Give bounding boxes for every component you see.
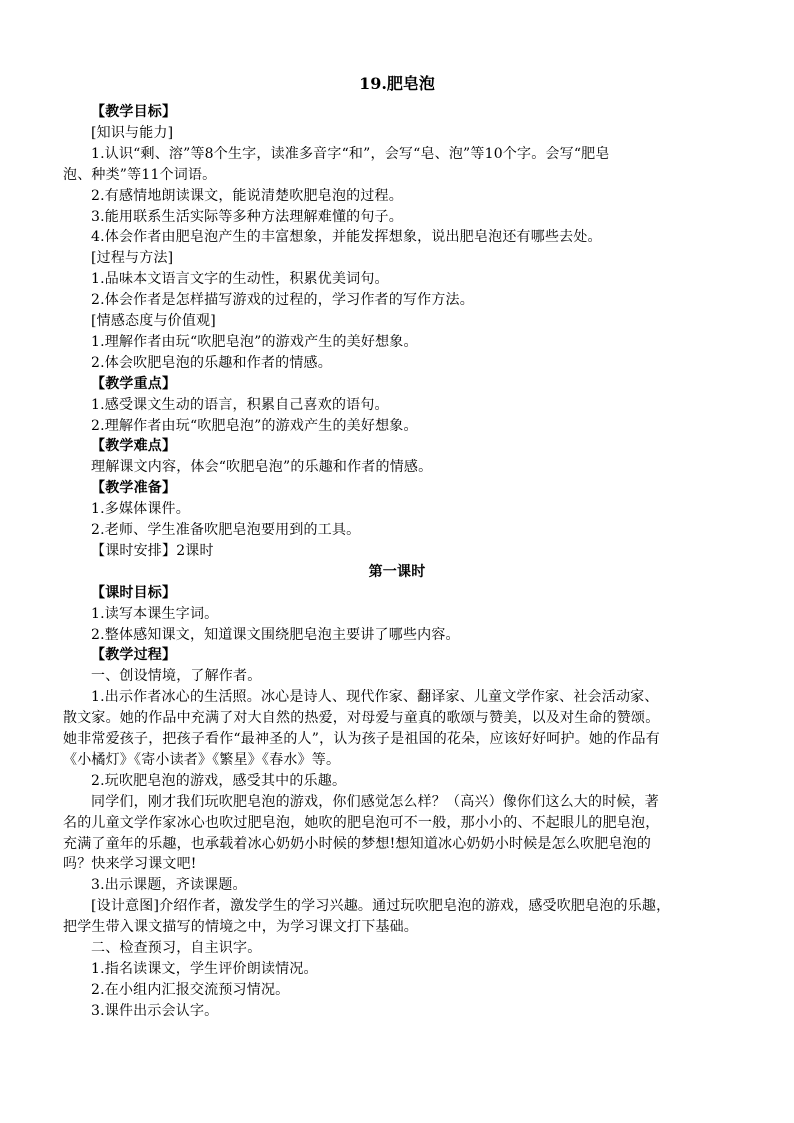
text-line: 3.出示课题，齐读课题。 xyxy=(91,877,247,894)
text-line: 1.多媒体课件。 xyxy=(91,501,190,518)
text-line: 1.品味本文语言文字的生动性，积累优美词句。 xyxy=(91,271,389,288)
text-line: 散文家。她的作品中充满了对大自然的热爱，对母爱与童真的歌颂与赞美，以及对生命的赞颂。 xyxy=(63,710,660,727)
text-line: 2.体会作者是怎样描写游戏的过程的，学习作者的写作方法。 xyxy=(91,292,474,309)
text-line: 【课时安排】2课时 xyxy=(91,542,214,559)
text-line: 把学生带入课文描写的情境之中，为学习课文打下基础。 xyxy=(63,919,418,936)
text-line: 2.体会吹肥皂泡的乐趣和作者的情感。 xyxy=(91,354,332,371)
text-line: [知识与能力] xyxy=(91,124,174,141)
text-line: 2.理解作者由玩“吹肥皂泡”的游戏产生的美好想象。 xyxy=(91,417,418,434)
section-label: 【教学难点】 xyxy=(91,438,177,455)
text-line: 2.玩吹肥皂泡的游戏，感受其中的乐趣。 xyxy=(91,772,347,789)
text-line: 吗？快来学习课文吧! xyxy=(63,856,197,873)
text-line: 2.有感情地朗读课文，能说清楚吹肥皂泡的过程。 xyxy=(91,187,403,204)
section-label: 【教学准备】 xyxy=(91,480,177,497)
text-line: 理解课文内容，体会“吹肥皂泡”的乐趣和作者的情感。 xyxy=(91,459,433,476)
text-line: 泡、种类”等11个词语。 xyxy=(63,166,217,183)
text-line: 二、检查预习，自主识字。 xyxy=(91,940,262,956)
text-line: [情感态度与价值观] xyxy=(91,313,216,329)
text-line: 2.整体感知课文，知道课文围绕肥皂泡主要讲了哪些内容。 xyxy=(91,626,460,643)
text-line: 3.能用联系生活实际等多种方法理解难懂的句子。 xyxy=(91,208,403,225)
text-line: 她非常爱孩子，把孩子看作“最神圣的人”，认为孩子是祖国的花朵，应该好好呵护。她的作品有 xyxy=(63,731,660,747)
text-line: 1.读写本课生字词。 xyxy=(91,605,219,622)
text-line: 1.理解作者由玩“吹肥皂泡”的游戏产生的美好想象。 xyxy=(91,333,418,350)
text-line: 1.认识“剩、溶”等8个生字，读准多音字“和”，会写“皂、泡”等10个字。会写“肥皂 xyxy=(91,145,610,162)
document-title: 19.肥皂泡 xyxy=(359,74,435,93)
section-label: 【教学目标】 xyxy=(91,104,177,120)
text-line: 《小橘灯》《寄小读者》《繁星》《春水》等。 xyxy=(63,751,341,768)
section-heading: 第一课时 xyxy=(368,563,426,580)
section-label: 【教学重点】 xyxy=(91,375,177,392)
text-line: 1.感受课文生动的语言，积累自己喜欢的语句。 xyxy=(91,396,389,413)
text-line: 2.在小组内汇报交流预习情况。 xyxy=(91,981,290,998)
text-line: [过程与方法] xyxy=(91,250,174,267)
text-line: 4.体会作者由肥皂泡产生的丰富想象，并能发挥想象，说出肥皂泡还有哪些去处。 xyxy=(91,229,602,246)
section-label: 【课时目标】 xyxy=(91,584,177,601)
text-line: [设计意图]介绍作者，激发学生的学习兴趣。通过玩吹肥皂泡的游戏，感受吹肥皂泡的乐趣， xyxy=(91,898,671,915)
text-line: 1.出示作者冰心的生活照。冰心是诗人、现代作家、翻译家、儿童文学作家、社会活动家、 xyxy=(91,689,659,706)
text-line: 1.指名读课文，学生评价朗读情况。 xyxy=(91,960,318,977)
section-label: 【教学过程】 xyxy=(91,647,177,664)
text-line: 充满了童年的乐趣，也承载着冰心奶奶小时候的梦想!想知道冰心奶奶小时候是怎么吹肥皂泡的 xyxy=(63,835,652,852)
text-line: 一、创设情境，了解作者。 xyxy=(91,668,262,685)
text-line: 2.老师、学生准备吹肥皂泡要用到的工具。 xyxy=(91,522,361,538)
text-line: 同学们，刚才我们玩吹肥皂泡的游戏，你们感觉怎么样？（高兴）像你们这么大的时候，著 xyxy=(91,793,659,810)
text-line: 名的儿童文学作家冰心也吹过肥皂泡，她吹的肥皂泡可不一般，那小小的、不起眼儿的肥皂泡， xyxy=(63,814,660,831)
text-line: 3.课件出示会认字。 xyxy=(91,1002,219,1019)
